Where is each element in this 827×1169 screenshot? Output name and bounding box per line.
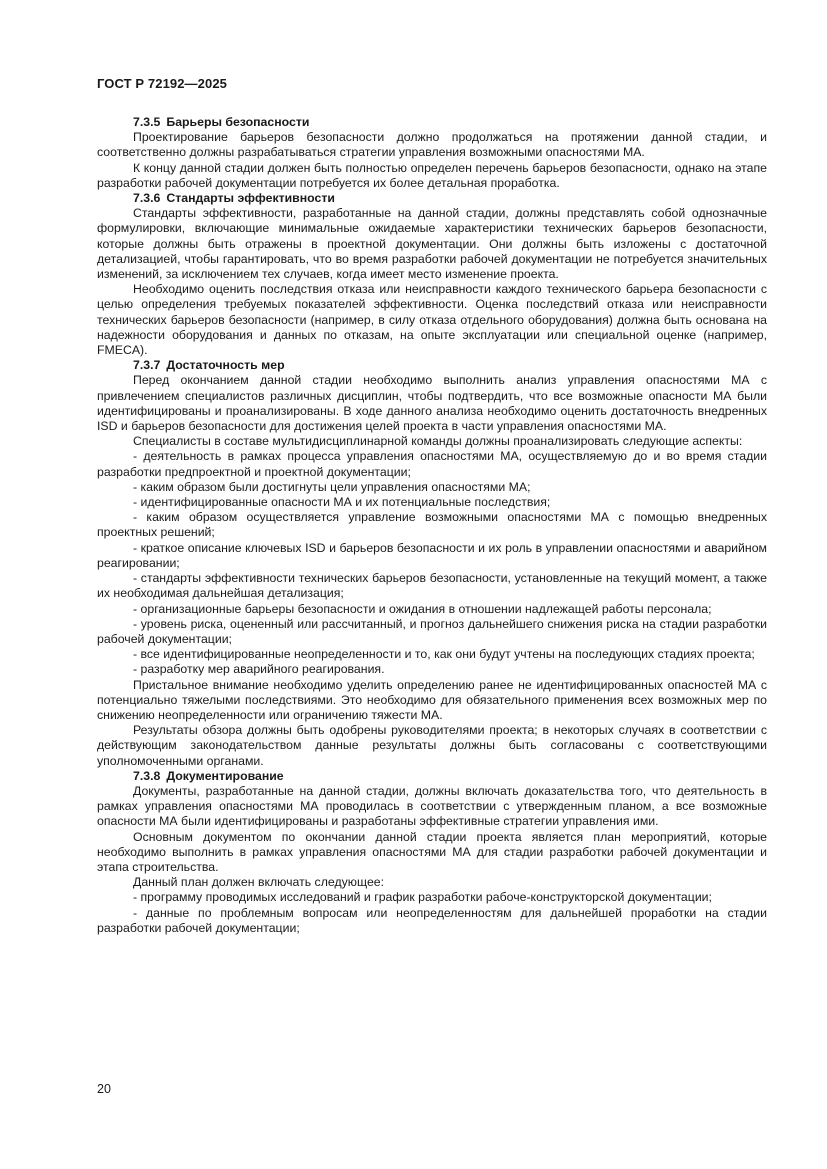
list-item: - организационные барьеры безопасности и ожидания в отношении надлежащей работы персонала; bbox=[133, 601, 712, 616]
list-item: - стандарты эффективности технических барьеров безопасности, установленные на текущий момент, а также их необходимая дальнейшая детализация; bbox=[97, 571, 767, 601]
page-number: 20 bbox=[97, 1082, 111, 1096]
paragraph: Результаты обзора должны быть одобрены руководителями проекта; в некоторых случаях в соответствии с действующим законодательством данные результаты должны быть согласованы с соответствующими уполномоченными органами. bbox=[97, 723, 767, 768]
section-heading bbox=[97, 191, 767, 206]
list-item: - краткое описание ключевых ISD и барьеров безопасности и их роль в управлении опасностями и аварийном реагировании; bbox=[97, 540, 767, 570]
section-title: Барьеры безопасности bbox=[166, 115, 310, 129]
section-number: 7.3.5 bbox=[133, 115, 161, 129]
paragraph: Перед окончанием данной стадии необходимо выполнить анализ управления опасностями МА с привлечением специалистов различных дисциплин, чтобы подтвердить, что все возможные опасности МА были идентифицированы и проанализированы. В ходе данного анализа необходимо оценить достаточность внедренных ISD и барьеров безопасности для достижения целей проекта в части управления опасностями МА. bbox=[97, 373, 767, 434]
paragraph: Документы, разработанные на данной стадии, должны включать доказательства того, что деятельность в рамках управления опасностями МА проводилась в соответствии с утвержденным планом, а все возможные опасности МА были идентифицированы и разработаны эффективные стратегии управления ими. bbox=[97, 783, 767, 829]
section-heading bbox=[97, 115, 767, 130]
section-title: Стандарты эффективности bbox=[166, 191, 335, 206]
paragraph: Данный план должен включать следующее: bbox=[133, 875, 385, 890]
paragraph: Пристальное внимание необходимо уделить определению ранее не идентифицированных опасностей МА с потенциально тяжелыми последствиями. Это необходимо для обязательного применения всех возможных мер по снижению неопределенности или ограничению тяжести МА. bbox=[97, 677, 767, 722]
section-7-3-8 bbox=[97, 769, 767, 936]
list-item: - идентифицированные опасности МА и их потенциальные последствия; bbox=[133, 495, 551, 510]
document-code-header: ГОСТ Р 72192—2025 bbox=[97, 76, 227, 91]
paragraph: Проектирование барьеров безопасности должно продолжаться на протяжении данной стадии, и соответственно должны разрабатываться стратегии управления возможными опасностями МА. bbox=[97, 130, 767, 160]
section-heading bbox=[97, 358, 767, 373]
section-number: 7.3.6 bbox=[133, 191, 161, 206]
list-item: - уровень риска, оцененный или рассчитанный, и прогноз дальнейшего снижения риска на стадии разработки рабочей документации; bbox=[97, 616, 767, 646]
section-number: 7.3.7 bbox=[133, 358, 161, 373]
list-item: - все идентифицированные неопределенности и то, как они будут учтены на последующих стадиях проекта; bbox=[133, 647, 755, 662]
list-item: - разработку мер аварийного реагирования. bbox=[133, 662, 385, 677]
document-body bbox=[97, 115, 767, 936]
list-item: - программу проводимых исследований и график разработки рабоче-конструкторской документации; bbox=[133, 890, 712, 905]
paragraph: Стандарты эффективности, разработанные на данной стадии, должны представлять собой однозначные формулировки, включающие минимальные ожидаемые характеристики технических барьеров безопасности, которые должны быть отражены в проектной документации. Они должны быть изложены с достаточной детализацией, чтобы гарантировать, что во время разработки рабочей документации не потребуется значительных изменений, за исключением тех случаев, когда имеет место изменение проекта. bbox=[97, 206, 767, 282]
list-item: - каким образом осуществляется управление возможными опасностями МА с помощью внедренных проектных решений; bbox=[97, 510, 767, 540]
section-7-3-7 bbox=[97, 358, 767, 768]
list-item: - каким образом были достигнуты цели управления опасностями МА; bbox=[133, 479, 531, 494]
list-item: - деятельность в рамках процесса управления опасностями МА, осуществляемую до и во время стадии разработки предпроектной и проектной документации; bbox=[97, 449, 767, 479]
paragraph: Специалисты в составе мультидисциплинарной команды должны проанализировать следующие аспекты: bbox=[133, 434, 743, 449]
list-item: - данные по проблемным вопросам или неопределенностям для дальнейшей проработки на стадии разработки рабочей документации; bbox=[97, 905, 767, 935]
paragraph: Необходимо оценить последствия отказа или неисправности каждого технического барьера безопасности с целью определения требуемых показателей эффективности. Оценка последствий отказа или неисправности технических барьеров безопасности (например, в силу отказа отдельного оборудования) должна быть основана на надежности оборудования и данных по отказам, на опыте эксплуатации или специальной оценке (например, FMECA). bbox=[97, 282, 767, 358]
section-7-3-6 bbox=[97, 191, 767, 358]
paragraph: К концу данной стадии должен быть полностью определен перечень барьеров безопасности, однако на этапе разработки рабочей документации потребуется их более детальная проработка. bbox=[97, 160, 767, 190]
section-number: 7.3.8 bbox=[133, 768, 161, 783]
section-7-3-5 bbox=[97, 115, 767, 191]
section-heading bbox=[97, 769, 767, 784]
section-title: Достаточность мер bbox=[166, 358, 285, 373]
paragraph: Основным документом по окончании данной стадии проекта является план мероприятий, которые необходимо выполнить в рамках управления опасностями МА для стадии разработки рабочей документации и этапа строительства. bbox=[97, 829, 767, 874]
section-title: Документирование bbox=[166, 768, 284, 783]
